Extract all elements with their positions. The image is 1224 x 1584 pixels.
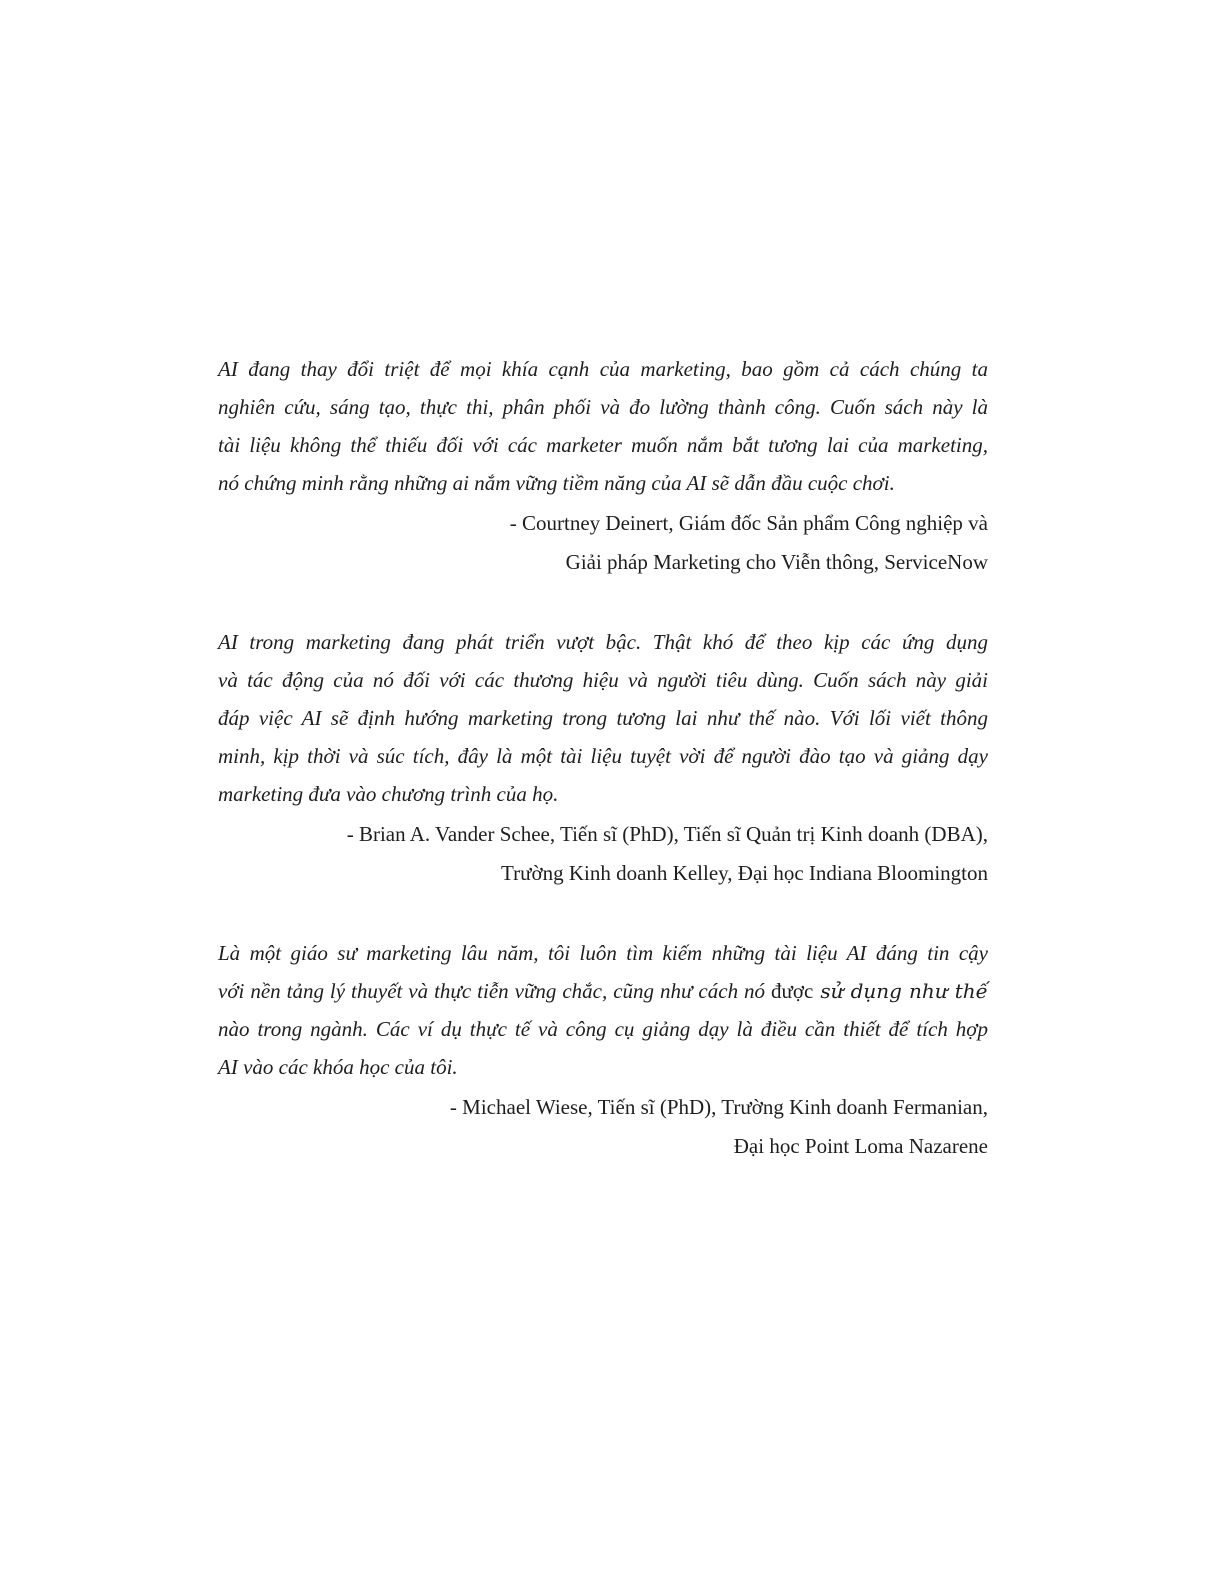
upright-text-segment: được	[771, 979, 814, 1003]
attribution-line: Giải pháp Marketing cho Viễn thông, ServiceNow	[565, 550, 988, 574]
quote-line: đáp việc AI sẽ định hướng marketing trong tương lai như thế nào. Với lối viết thông	[218, 706, 988, 730]
quote-line: với nền tảng lý thuyết và thực tiễn vững chắc, cũng như cách nó được sử dụng như thế	[218, 979, 988, 1003]
endorsements-section	[218, 350, 988, 1207]
quote-line: marketing đưa vào chương trình của họ.	[218, 782, 559, 806]
testimonial-1	[218, 350, 988, 582]
attribution-line: - Michael Wiese, Tiến sĩ (PhD), Trường Kinh doanh Fermanian,	[449, 1095, 988, 1119]
quote-attribution	[218, 504, 988, 582]
quote-line: nghiên cứu, sáng tạo, thực thi, phân phối và đo lường thành công. Cuốn sách này là	[218, 395, 988, 419]
quote-line: AI vào các khóa học của tôi.	[218, 1055, 458, 1079]
attribution-line: Đại học Point Loma Nazarene	[733, 1134, 988, 1158]
quote-attribution	[218, 1088, 988, 1166]
attribution-line: - Brian A. Vander Schee, Tiến sĩ (PhD), Tiến sĩ Quản trị Kinh doanh (DBA),	[346, 822, 988, 846]
quote-text	[218, 934, 988, 1086]
quote-line: minh, kịp thời và súc tích, đây là một tài liệu tuyệt vời để người đào tạo và giảng dạy	[218, 744, 988, 768]
quote-line: AI đang thay đổi triệt để mọi khía cạnh của marketing, bao gồm cả cách chúng ta	[218, 357, 988, 381]
quote-attribution	[218, 815, 988, 893]
quote-text	[218, 623, 988, 813]
quote-text	[218, 350, 988, 502]
quote-line: tài liệu không thể thiếu đối với các marketer muốn nắm bắt tương lai của marketing,	[218, 433, 988, 457]
quote-line: nào trong ngành. Các ví dụ thực tế và công cụ giảng dạy là điều cần thiết để tích hợp	[218, 1017, 988, 1041]
attribution-line: - Courtney Deinert, Giám đốc Sản phẩm Công nghiệp và	[509, 511, 988, 535]
quote-line: nó chứng minh rằng những ai nắm vững tiềm năng của AI sẽ dẫn đầu cuộc chơi.	[218, 471, 895, 495]
fallback-font-segment: sử dụng như thế	[813, 979, 988, 1003]
testimonial-2	[218, 623, 988, 893]
quote-line: Là một giáo sư marketing lâu năm, tôi luôn tìm kiếm những tài liệu AI đáng tin cậy	[218, 941, 988, 965]
quote-line: AI trong marketing đang phát triển vượt bậc. Thật khó để theo kịp các ứng dụng	[218, 630, 988, 654]
attribution-line: Trường Kinh doanh Kelley, Đại học Indiana Bloomington	[501, 861, 988, 885]
quote-line: và tác động của nó đối với các thương hiệu và người tiêu dùng. Cuốn sách này giải	[218, 668, 988, 692]
testimonial-3	[218, 934, 988, 1166]
